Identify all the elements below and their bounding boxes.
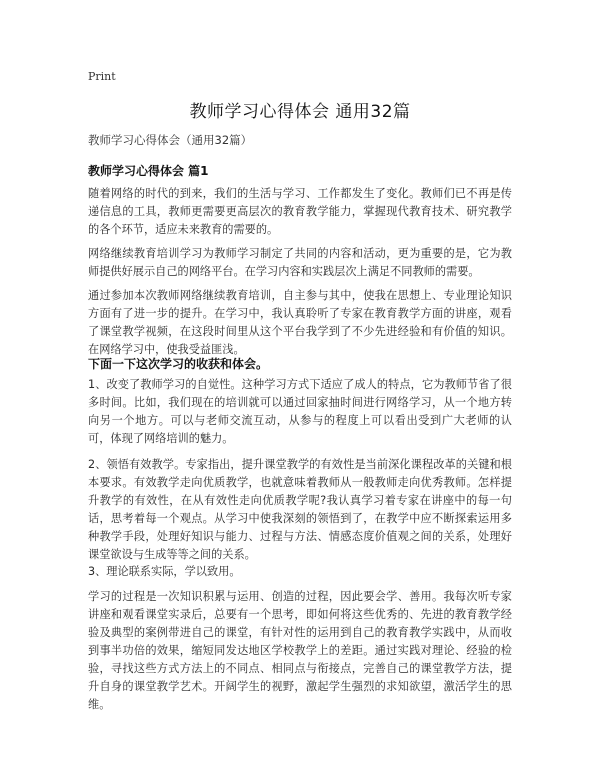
point-2: 2、领悟有效教学。专家指出，提升课堂教学的有效性是当前深化课程改革的关键和根本要求。有效教学走向优质教学，也就意味着教师从一般教师走向优秀教师。怎样提升教学的有效性，在从有效性走向优质教学呢?我认真学习着专家在讲座中的每一句话，思考着每一个观点。从学习中使我深刻的领悟到了，在教学中应不断探索运用多种教学手段，处理好知识与能力、过程与方法、情感态度价值观之间的关系，处理好课堂欲设与生成等等之间的关系。 xyxy=(88,458,512,561)
document-subtitle: 教师学习心得体会（通用32篇） xyxy=(88,133,253,147)
point-3: 3、理论联系实际，学以致用。 xyxy=(88,565,241,578)
section-heading-2: 下面一下这次学习的收获和体会。 xyxy=(88,357,269,371)
section-heading-1: 教师学习心得体会 篇1 xyxy=(88,164,209,178)
point-3-body: 学习的过程是一次知识积累与运用、创造的过程，因此要会学、善用。我每次听专家讲座和观看课堂实录后，总要有一个思考，即如何将这些优秀的、先进的教育教学经验及典型的案例带进自己的课堂，有针对性的运用到自己的教育教学实践中，从而收到事半功倍的效果，缩短同发达地区学校教学上的差距。通过实践对理论、经验的检验，寻找这些方式方法上的不同点、相同点与衔接点，完善自己的课堂教学方法，提升自身的课堂教学艺术。开阔学生的视野，激起学生强烈的求知欲望，激活学生的思维。 xyxy=(88,590,512,711)
paragraph-2: 网络继续教育培训学习为教师学习制定了共同的内容和活动，更为重要的是，它为教师提供好展示自己的网络平台。在学习内容和实践层次上满足不同教师的需要。 xyxy=(88,247,512,278)
paragraph-1: 随着网络的时代的到来，我们的生活与学习、工作都发生了变化。教师们已不再是传递信息的工具，教师更需要更高层次的教育教学能力，掌握现代教育技术、研究教学的各个环节，适应未来教育的需要的。 xyxy=(88,187,512,236)
paragraph-3: 通过参加本次教师网络继续教育培训，自主参与其中，使我在思想上、专业理论知识方面有了进一步的提升。在学习中，我认真聆听了专家在教育教学方面的讲座，观看了课堂教学视频，在这段时间里从这个平台我学到了不少先进经验和有价值的知识。在网络学习中，使我受益匪浅。 xyxy=(88,289,512,356)
document-title: 教师学习心得体会 通用32篇 xyxy=(189,102,411,122)
print-label: Print xyxy=(88,70,116,83)
point-1: 1、改变了教师学习的自觉性。这种学习方式下适应了成人的特点，它为教师节省了很多时间。比如，我们现在的培训就可以通过回家抽时间进行网络学习，从一个地方转向另一个地方。可以与老师交流互动，从参与的程度上可以看出受到广大老师的认可，体现了网络培训的魅力。 xyxy=(88,378,512,445)
